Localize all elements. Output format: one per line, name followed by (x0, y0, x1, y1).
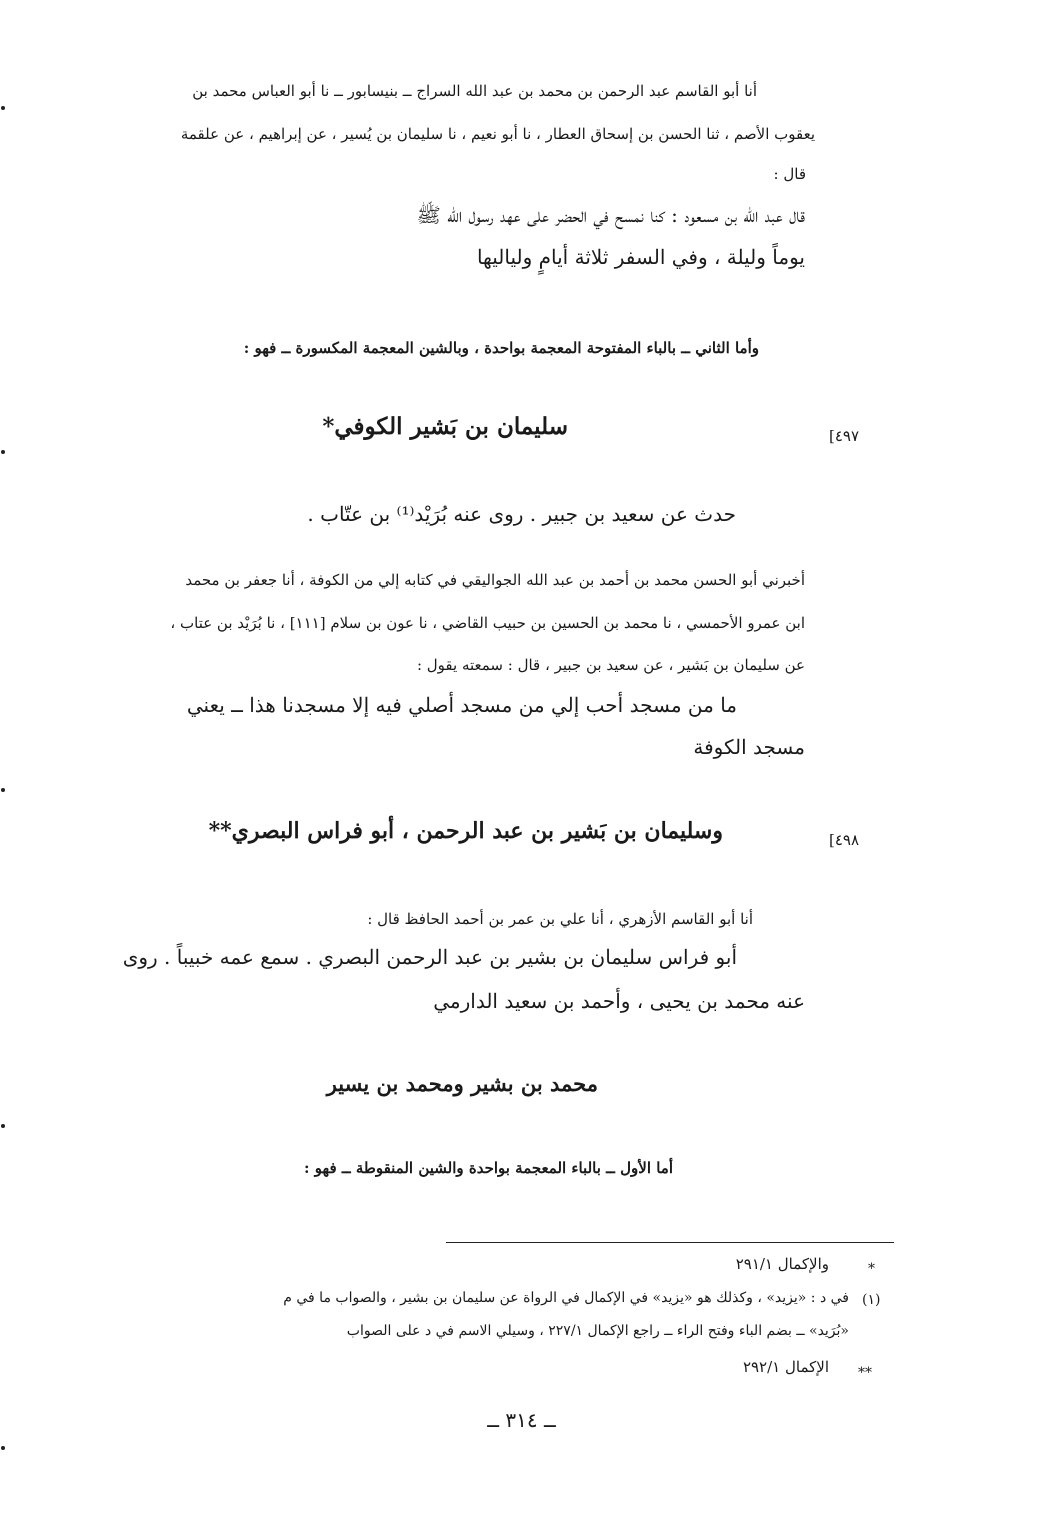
matn-line: أبو فراس سليمان بن بشير بن عبد الرحمن البصري . سمع عمه خبيباً . روى (122, 945, 737, 969)
footnote-text: والإكمال ٢٩١/١ (735, 1255, 829, 1273)
section-intro: أما الأول ــ بالباء المعجمة بواحدة والشين المنقوطة ــ فهو : (304, 1159, 673, 1177)
scan-mark (1, 450, 5, 454)
scan-mark (1, 106, 5, 110)
matn-line: مسجد الكوفة (693, 735, 805, 759)
scan-mark (1, 788, 5, 792)
isnad-line: عن سليمان بن بَشير ، عن سعيد بن جبير ، قال : سمعته يقول : (416, 656, 805, 674)
matn-line: قال عبد الله بن مسعود : كنا نمسح في الحضر على عهد رسول الله ﷺ (416, 203, 805, 227)
footnote-mark: (١) (862, 1292, 881, 1308)
page-number: ــ ٣١٤ ــ (487, 1408, 556, 1432)
matn-line: عنه محمد بن يحيى ، وأحمد بن سعيد الدارمي (433, 989, 805, 1013)
isnad-line: أنا أبو القاسم الأزهري ، أنا علي بن عمر بن أحمد الحافظ قال : (367, 910, 753, 928)
isnad-line: أنا أبو القاسم عبد الرحمن بن محمد بن عبد الله السراج ــ بنيسابور ــ نا أبو العباس محمد بن (192, 82, 757, 100)
isnad-line: يعقوب الأصم ، ثنا الحسن بن إسحاق العطار ، نا أبو نعيم ، نا سليمان بن يُسير ، عن إبراهيم ، عن علقمة (180, 125, 815, 143)
section-title: محمد بن بشير ومحمد بن يسير (326, 1071, 598, 1096)
isnad-line: قال : (773, 165, 806, 183)
entry-number: [٤٩٧ (829, 427, 860, 445)
footnote-text: «بُرَيد» ــ بضم الباء وفتح الراء ــ راجع الإكمال ٢٢٧/١ ، وسيلي الاسم في د على الصواب (346, 1323, 849, 1339)
entry-number: [٤٩٨ (829, 831, 860, 849)
entry-title: سليمان بن بَشير الكوفي* (322, 413, 568, 440)
matn-line: ما من مسجد أحب إلي من مسجد أصلي فيه إلا مسجدنا هذا ــ يعني (186, 693, 737, 717)
isnad-line: أخبرني أبو الحسن محمد بن أحمد بن عبد الله الجواليقي في كتابه إلي من الكوفة ، أنا جعفر بن محمد (185, 571, 805, 589)
scan-mark (1, 1446, 5, 1450)
matn-line: يوماً وليلة ، وفي السفر ثلاثة أيامٍ ولياليها (476, 245, 805, 269)
footnote-separator (446, 1242, 894, 1243)
footnote-text: الإكمال ٢٩٢/١ (742, 1358, 829, 1376)
entry-title: وسليمان بن بَشير بن عبد الرحمن ، أبو فراس البصري** (208, 818, 723, 844)
isnad-line: ابن عمرو الأحمسي ، نا محمد بن الحسين بن حبيب القاضي ، نا عون بن سلام [١١١] ، نا بُرَيْد بن عتاب ، (170, 614, 805, 632)
footnote-text: في د : «يزيد» ، وكذلك هو «يزيد» في الإكمال في الرواة عن سليمان بن بشير ، والصواب ما في م (283, 1290, 849, 1306)
footnote-mark: ** (858, 1365, 872, 1381)
scan-mark (1, 1124, 5, 1128)
entry-bio: حدث عن سعيد بن جبير . روى عنه بُرَيْد⁽¹⁾ بن عتّاب . (307, 502, 736, 526)
footnote-mark: * (868, 1261, 875, 1277)
section-intro: وأما الثاني ــ بالباء المفتوحة المعجمة بواحدة ، وبالشين المعجمة المكسورة ــ فهو : (243, 339, 759, 357)
